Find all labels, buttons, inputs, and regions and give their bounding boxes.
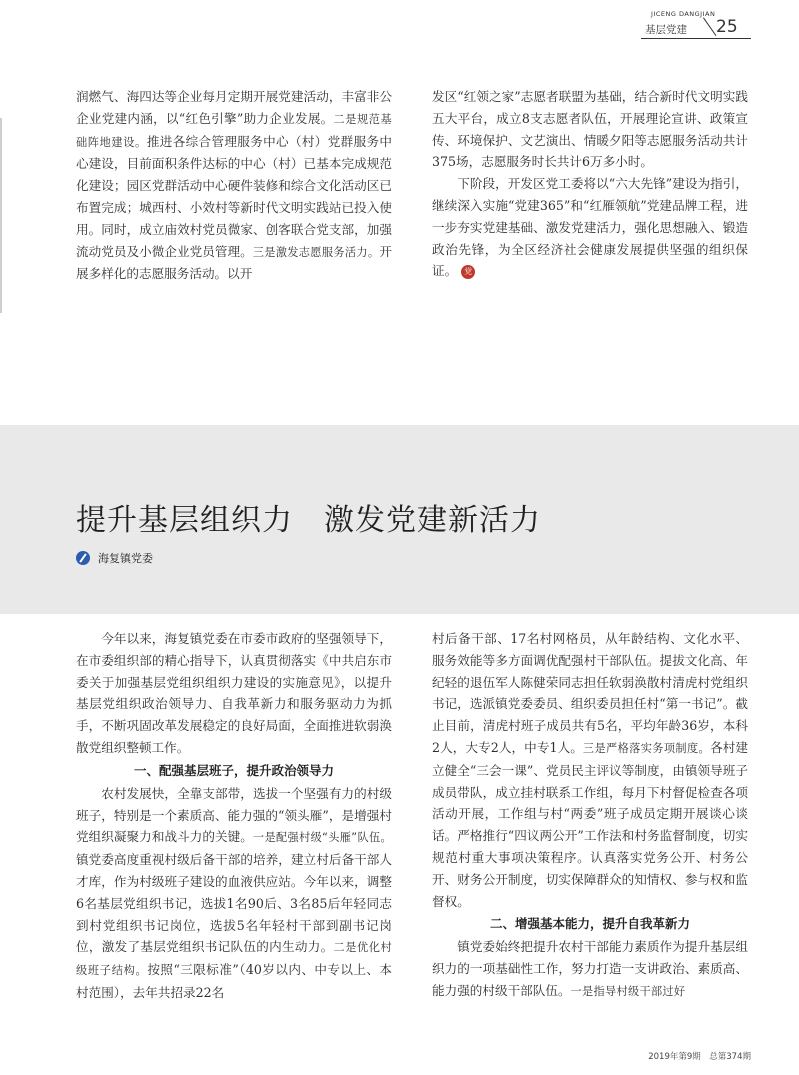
header-slash <box>703 17 716 36</box>
article-title: 提升基层组织力 激发党建新活力 <box>76 503 541 538</box>
header-rule <box>641 38 751 39</box>
page-number: 25 <box>716 17 738 37</box>
article-title-band <box>0 425 799 614</box>
author-name: 海复镇党委 <box>98 552 153 565</box>
paragraph: 下阶段，开发区党工委将以“六大先锋”建设为指引，继续深入实施“党建365”和“红雁领航”党建品牌工程，进一步夯实党建基础、激发党建活力，强化思想融入、锻造政治先锋，为全区经济社会健康发展提供坚强的组织保证。 党 <box>432 176 748 279</box>
prev-article-right-column <box>432 86 748 282</box>
paragraph: 农村发展快，全靠支部带，选拔一个坚强有力的村级班子，特别是一个素质高、能力强的“领头雁”，是增强村党组织凝聚力和战斗力的关键。一是配强村级“头雁”队伍。镇党委高度重视村级后备干部的培养，建立村后备干部人才库，作为村级班子建设的血液供应站。今年以来，调整6名基层党组织书记，选拔1名90后、3名85后年轻同志到村党组织书记岗位，选拔5名年轻村干部到副书记岗位，激发了基层党组织书记队伍的内生动力。二是优化村级班子结构。按照“三限标准”（40岁以内、中专以上、本村范围），去年共招录22名 <box>76 785 392 1000</box>
author-line <box>76 550 153 566</box>
paragraph: 今年以来，海复镇党委在市委市政府的坚强领导下，在市委组织部的精心指导下，认真贯彻落实《中共启东市委关于加强基层党组织组织力建设的实施意见》，以提升基层党组织政治领导力、自我革新力和服务驱动力为抓手，不断巩固改革发展稳定的良好局面，全面推进软弱涣散党组织整顿工作。 <box>76 631 392 755</box>
end-mark-icon: 党 <box>461 265 475 279</box>
paragraph: 村后备干部、17名村网格员，从年龄结构、文化水平、服务效能等多方面调优配强村干部队伍。提拔文化高、年纪轻的退伍军人陈健荣同志担任软弱涣散村清虎村党组织书记，选派镇党委委员、组织委员担任村“第一书记”。截止目前，清虎村班子成员共有5名，平均年龄36岁，本科2人，大专2人，中专1人。三是严格落实务项制度。各村建立健全“三会一课”、党员民主评议等制度，由镇领导班子成员带队，成立挂村联系工作组，每月下村督促检查各项活动开展，工作组与村“两委”班子成员定期开展谈心谈话。严格推行“四议两公开”工作法和村务监督制度，切实规范村重大事项决策程序。认真落实党务公开、村务公开、财务公开制度，切实保障群众的知情权、参与权和监督权。 <box>432 631 748 909</box>
prev-article-left-column <box>76 86 392 285</box>
paragraph: 润燃气、海四达等企业每月定期开展党建活动，丰富非公企业党建内涵，以“红色引擎”助力企业发展。二是规范基础阵地建设。推进各综合管理服务中心（村）党群服务中心建设，目前面积条件达标的中心（村）已基本完成规范化建设；园区党群活动中心硬件装修和综合文化活动区已布置完成；城西村、小效村等新时代文明实践站已投入使用。同时，成立庙效村党员微家、创客联合党支部，加强流动党员及小微企业党员管理。三是激发志愿服务活力。开展多样化的志愿服务活动。以开 <box>76 89 392 282</box>
running-header <box>641 10 751 40</box>
article-left-column <box>76 628 392 1004</box>
pen-icon <box>76 551 90 565</box>
header-pinyin: JICENG DANGJIAN <box>651 10 716 18</box>
header-section: 基层党建 <box>645 24 687 36</box>
margin-bar <box>0 118 2 313</box>
article-right-column <box>432 628 748 1003</box>
section-heading: 一、配强基层班子，提升政治领导力 <box>133 762 334 778</box>
paragraph: 镇党委始终把提升农村干部能力素质作为提升基层组织力的一项基础性工作，努力打造一支讲政治、素质高、能力强的村级干部队伍。一是指导村级干部过好 <box>432 939 748 998</box>
section-heading: 二、增强基本能力，提升自我革新力 <box>489 916 690 932</box>
paragraph: 发区“红领之家”志愿者联盟为基础，结合新时代文明实践五大平台，成立8支志愿者队伍，开展理论宣讲、政策宣传、环境保护、文艺演出、情暖夕阳等志愿服务活动共计375场，志愿服务时长共计6万多小时。 <box>432 89 748 170</box>
issue-footer: 2019年第9期 总第374期 <box>648 1052 751 1062</box>
